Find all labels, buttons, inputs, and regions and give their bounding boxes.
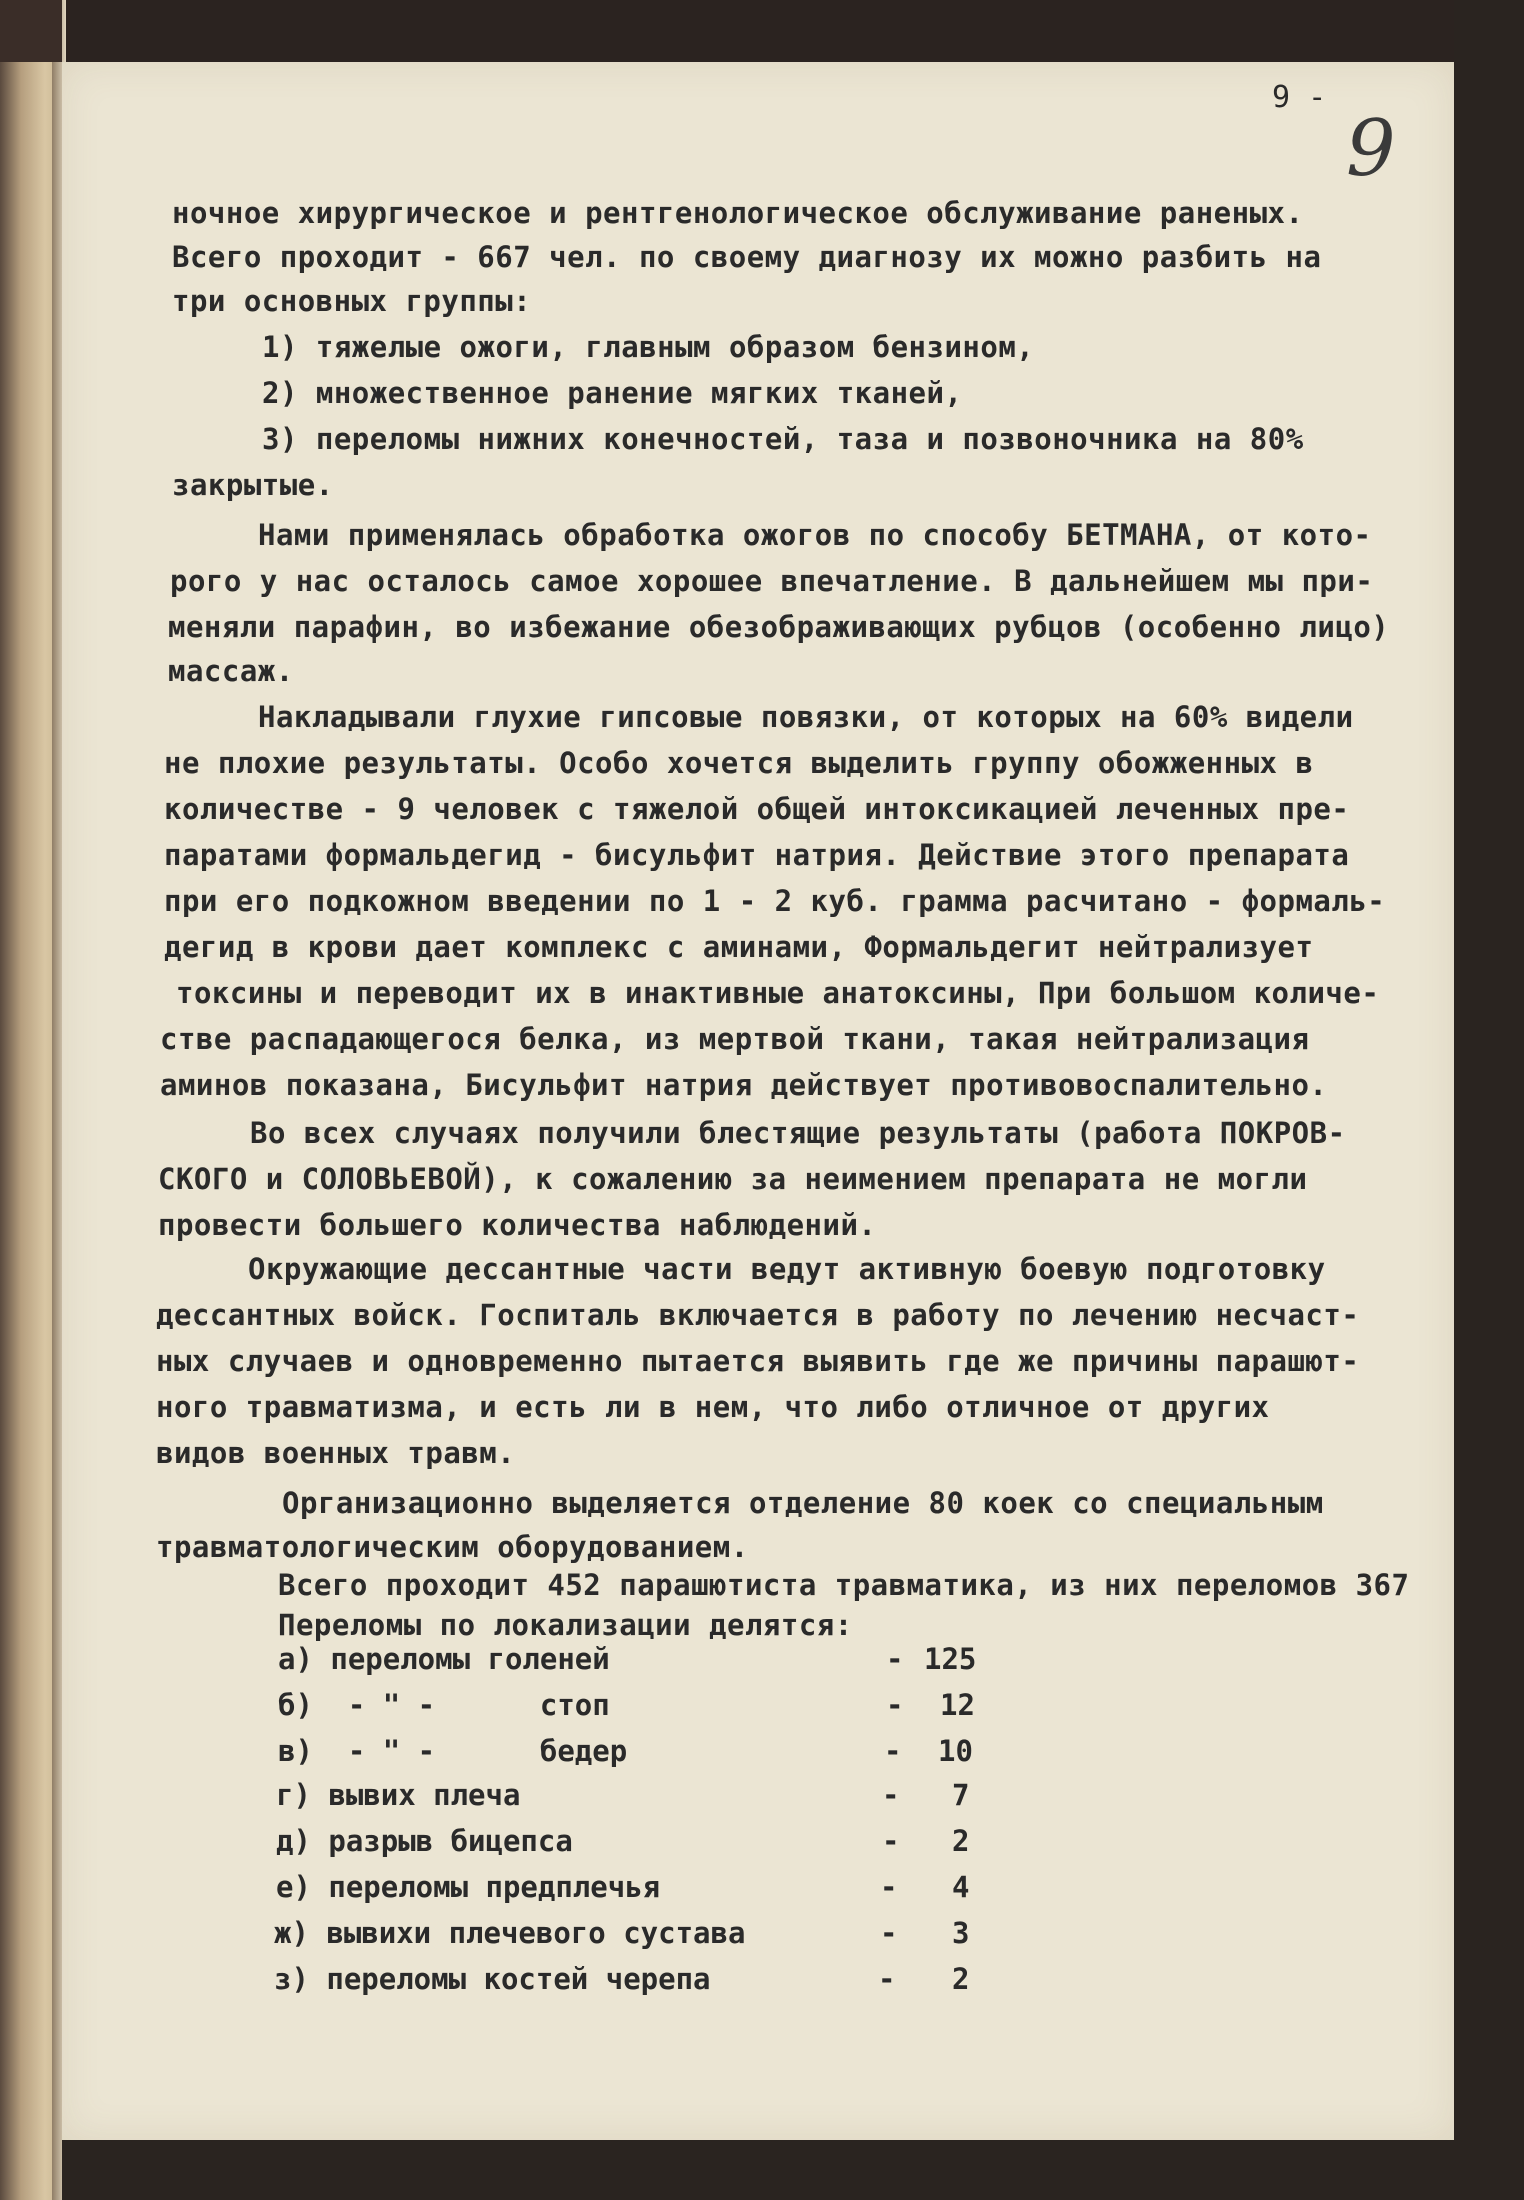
fracture-count: 2 (952, 1962, 970, 1996)
fracture-label: ж) вывихи плечевого сустава (274, 1916, 746, 1950)
fracture-label: а) переломы голеней (278, 1642, 610, 1676)
right-background (1454, 0, 1524, 2200)
bottom-background (62, 2140, 1524, 2200)
fracture-label: г) вывих плеча (276, 1778, 521, 1812)
text-line: видов военных травм. (156, 1436, 516, 1470)
text-line: Всего проходит 452 парашютиста травматика, из них переломов 367 (278, 1568, 1410, 1602)
text-line: Окружающие дессантные части ведут активную боевую подготовку (248, 1252, 1326, 1286)
text-line: стве распадающегося белка, из мертвой ткани, такая нейтрализация (160, 1022, 1310, 1056)
fracture-count: 10 (938, 1734, 973, 1768)
fracture-count: 4 (952, 1870, 970, 1904)
text-line: Переломы по локализации делятся: (278, 1608, 853, 1642)
text-line: Всего проходит - 667 чел. по своему диагнозу их можно разбить на (172, 240, 1322, 274)
text-line: паратами формальдегид - бисульфит натрия. Действие этого препарата (164, 838, 1350, 872)
left-page-spine (0, 0, 60, 2200)
text-line: травматологическим оборудованием. (156, 1530, 749, 1564)
corner-background (0, 0, 62, 62)
fracture-dash: - (878, 1962, 896, 1996)
text-line: три основных группы: (172, 284, 532, 318)
text-line: Во всех случаях получили блестящие результаты (работа ПОКРОВ- (250, 1116, 1346, 1150)
fracture-count: 2 (952, 1824, 970, 1858)
text-line: меняли парафин, во избежание обезображивающих рубцов (особенно лицо) (168, 610, 1390, 644)
fracture-label: е) переломы предплечья (276, 1870, 661, 1904)
fracture-label: в) - " - бедер (278, 1734, 628, 1768)
page-number: 9 - (1272, 80, 1327, 115)
list-item: 3) переломы нижних конечностей, таза и позвоночника на 80% (262, 422, 1304, 456)
list-item: 2) множественное ранение мягких тканей, (262, 376, 963, 410)
text-line: Нами применялась обработка ожогов по способу БЕТМАНА, от кото- (258, 518, 1372, 552)
text-line: количестве - 9 человек с тяжелой общей интоксикацией леченных пре- (164, 792, 1350, 826)
text-line: массаж. (168, 654, 294, 688)
handwritten-page-number: 9 (1346, 104, 1396, 194)
fracture-label: з) переломы костей черепа (274, 1962, 711, 1996)
fracture-count: 12 (940, 1688, 975, 1722)
text-line: ных случаев и одновременно пытается выявить где же причины парашют- (156, 1344, 1360, 1378)
fracture-dash: - (882, 1824, 900, 1858)
text-line: Организационно выделяется отделение 80 коек со специальным (282, 1486, 1324, 1520)
fracture-label: б) - " - стоп (278, 1688, 610, 1722)
text-line: дегид в крови дает комплекс с аминами, Формальдегит нейтрализует (164, 930, 1314, 964)
fracture-dash: - (886, 1642, 904, 1676)
fracture-count: 3 (952, 1916, 970, 1950)
text-line: провести большего количества наблюдений. (158, 1208, 877, 1242)
text-line: токсины и переводит их в инактивные анатоксины, При большом количе- (176, 976, 1380, 1010)
text-line: Накладывали глухие гипсовые повязки, от которых на 60% видели (258, 700, 1354, 734)
text-line: при его подкожном введении по 1 - 2 куб. грамма расчитано - формаль- (164, 884, 1386, 918)
fracture-dash: - (882, 1778, 900, 1812)
text-line: СКОГО и СОЛОВЬЕВОЙ), к сожалению за неимением препарата не могли (158, 1162, 1308, 1196)
fracture-dash: - (886, 1688, 904, 1722)
fracture-count: 7 (952, 1778, 970, 1812)
list-item: 1) тяжелые ожоги, главным образом бензином, (262, 330, 1035, 364)
text-line: не плохие результаты. Особо хочется выделить группу обожженных в (164, 746, 1314, 780)
text-line: рого у нас осталось самое хорошее впечатление. В дальнейшем мы при- (170, 564, 1374, 598)
fracture-dash: - (880, 1916, 898, 1950)
fracture-dash: - (880, 1870, 898, 1904)
fracture-dash: - (884, 1734, 902, 1768)
text-line: аминов показана, Бисульфит натрия действует противовоспалительно. (160, 1068, 1328, 1102)
fracture-label: д) разрыв бицепса (276, 1824, 573, 1858)
text-line: ночное хирургическое и рентгенологическое обслуживание раненых. (172, 196, 1304, 230)
text-line: дессантных войск. Госпиталь включается в работу по лечению несчаст- (156, 1298, 1360, 1332)
text-line: закрытые. (172, 468, 334, 502)
text-line: ного травматизма, и есть ли в нем, что либо отличное от других (156, 1390, 1270, 1424)
fracture-count: 125 (924, 1642, 977, 1676)
